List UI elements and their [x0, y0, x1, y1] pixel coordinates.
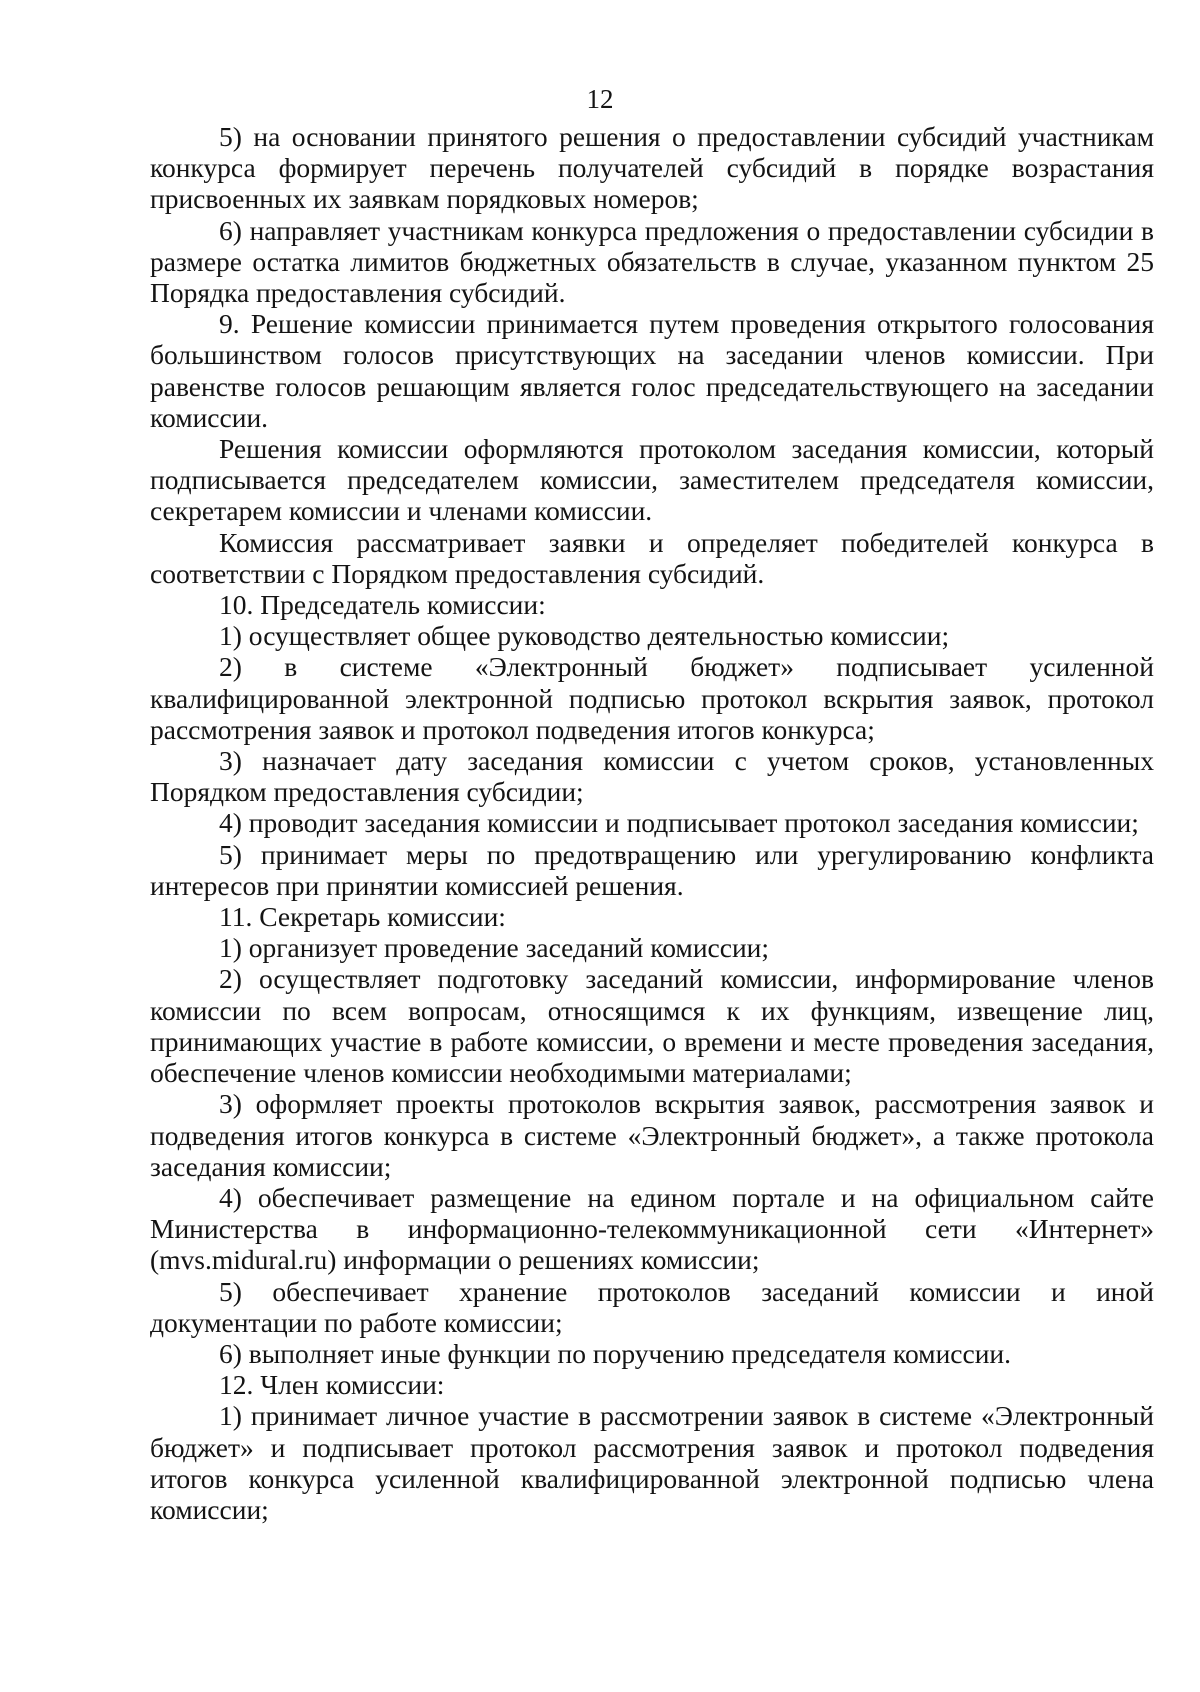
document-body: [150, 121, 1154, 1525]
list-item-secretary-5: 5) обеспечивает хранение протоколов заседаний комиссии и иной документации по работе комиссии;: [150, 1275, 1154, 1338]
list-item-chairman-4: 4) проводит заседания комиссии и подписывает протокол заседания комиссии;: [219, 807, 1139, 839]
paragraph-commission-reviews: Комиссия рассматривает заявки и определяет победителей конкурса в соответствии с Порядком предоставления субсидий.: [150, 526, 1154, 589]
section-heading-10-chairman: 10. Председатель комиссии:: [219, 589, 546, 621]
paragraph-item-6-offer-remaining-limits: 6) направляет участникам конкурса предложения о предоставлении субсидии в размере остатка лимитов бюджетных обязательств в случае, указанном пунктом 25 Порядка предоставления субсидий.: [150, 214, 1154, 309]
list-item-secretary-1: 1) организует проведение заседаний комиссии;: [219, 932, 770, 964]
list-item-secretary-2: 2) осуществляет подготовку заседаний комиссии, информирование членов комиссии по всем вопросам, относящимся к их функциям, извещение лиц, принимающих участие в работе комиссии, о времени и месте проведения заседания, обеспечение членов комиссии необходимыми материалами;: [150, 963, 1154, 1089]
section-heading-12-member: 12. Член комиссии:: [219, 1369, 445, 1401]
list-item-chairman-1: 1) осуществляет общее руководство деятельностью комиссии;: [219, 620, 950, 652]
list-item-member-1: 1) принимает личное участие в рассмотрении заявок в системе «Электронный бюджет» и подписывает протокол рассмотрения заявок и протокол подведения итогов конкурса усиленной квалифицированной электронной подписью члена комиссии;: [150, 1400, 1154, 1525]
list-item-secretary-3: 3) оформляет проекты протоколов вскрытия заявок, рассмотрения заявок и подведения итогов конкурса в системе «Электронный бюджет», а также протокола заседания комиссии;: [150, 1088, 1154, 1182]
list-item-chairman-5: 5) принимает меры по предотвращению или урегулированию конфликта интересов при принятии комиссией решения.: [150, 838, 1154, 901]
section-heading-11-secretary: 11. Секретарь комиссии:: [219, 901, 506, 933]
list-item-chairman-2: 2) в системе «Электронный бюджет» подписывает усиленной квалифицированной электронной подписью протокол вскрытия заявок, протокол рассмотрения заявок и протокол подведения итогов конкурса;: [150, 651, 1154, 745]
paragraph-section-9-voting: 9. Решение комиссии принимается путем проведения открытого голосования большинством голосов присутствующих на заседании членов комиссии. При равенстве голосов решающим является голос председательствующего на заседании комиссии.: [150, 308, 1154, 433]
page-number: 12: [586, 84, 614, 114]
list-item-secretary-4: 4) обеспечивает размещение на едином портале и на официальном сайте Министерства в информационно-телекоммуникационной сети «Интернет» (mvs.midural.ru) информации о решениях комиссии;: [150, 1181, 1154, 1276]
list-item-chairman-3: 3) назначает дату заседания комиссии с учетом сроков, установленных Порядком предоставления субсидии;: [150, 745, 1154, 808]
paragraph-decisions-protocol: Решения комиссии оформляются протоколом заседания комиссии, который подписывается председателем комиссии, заместителем председателя комиссии, секретарем комиссии и членами комиссии.: [150, 433, 1154, 527]
paragraph-item-5-recipients-list: 5) на основании принятого решения о предоставлении субсидий участникам конкурса формирует перечень получателей субсидий в порядке возрастания присвоенных их заявкам порядковых номеров;: [150, 121, 1154, 215]
list-item-secretary-6: 6) выполняет иные функции по поручению председателя комиссии.: [219, 1337, 1012, 1369]
